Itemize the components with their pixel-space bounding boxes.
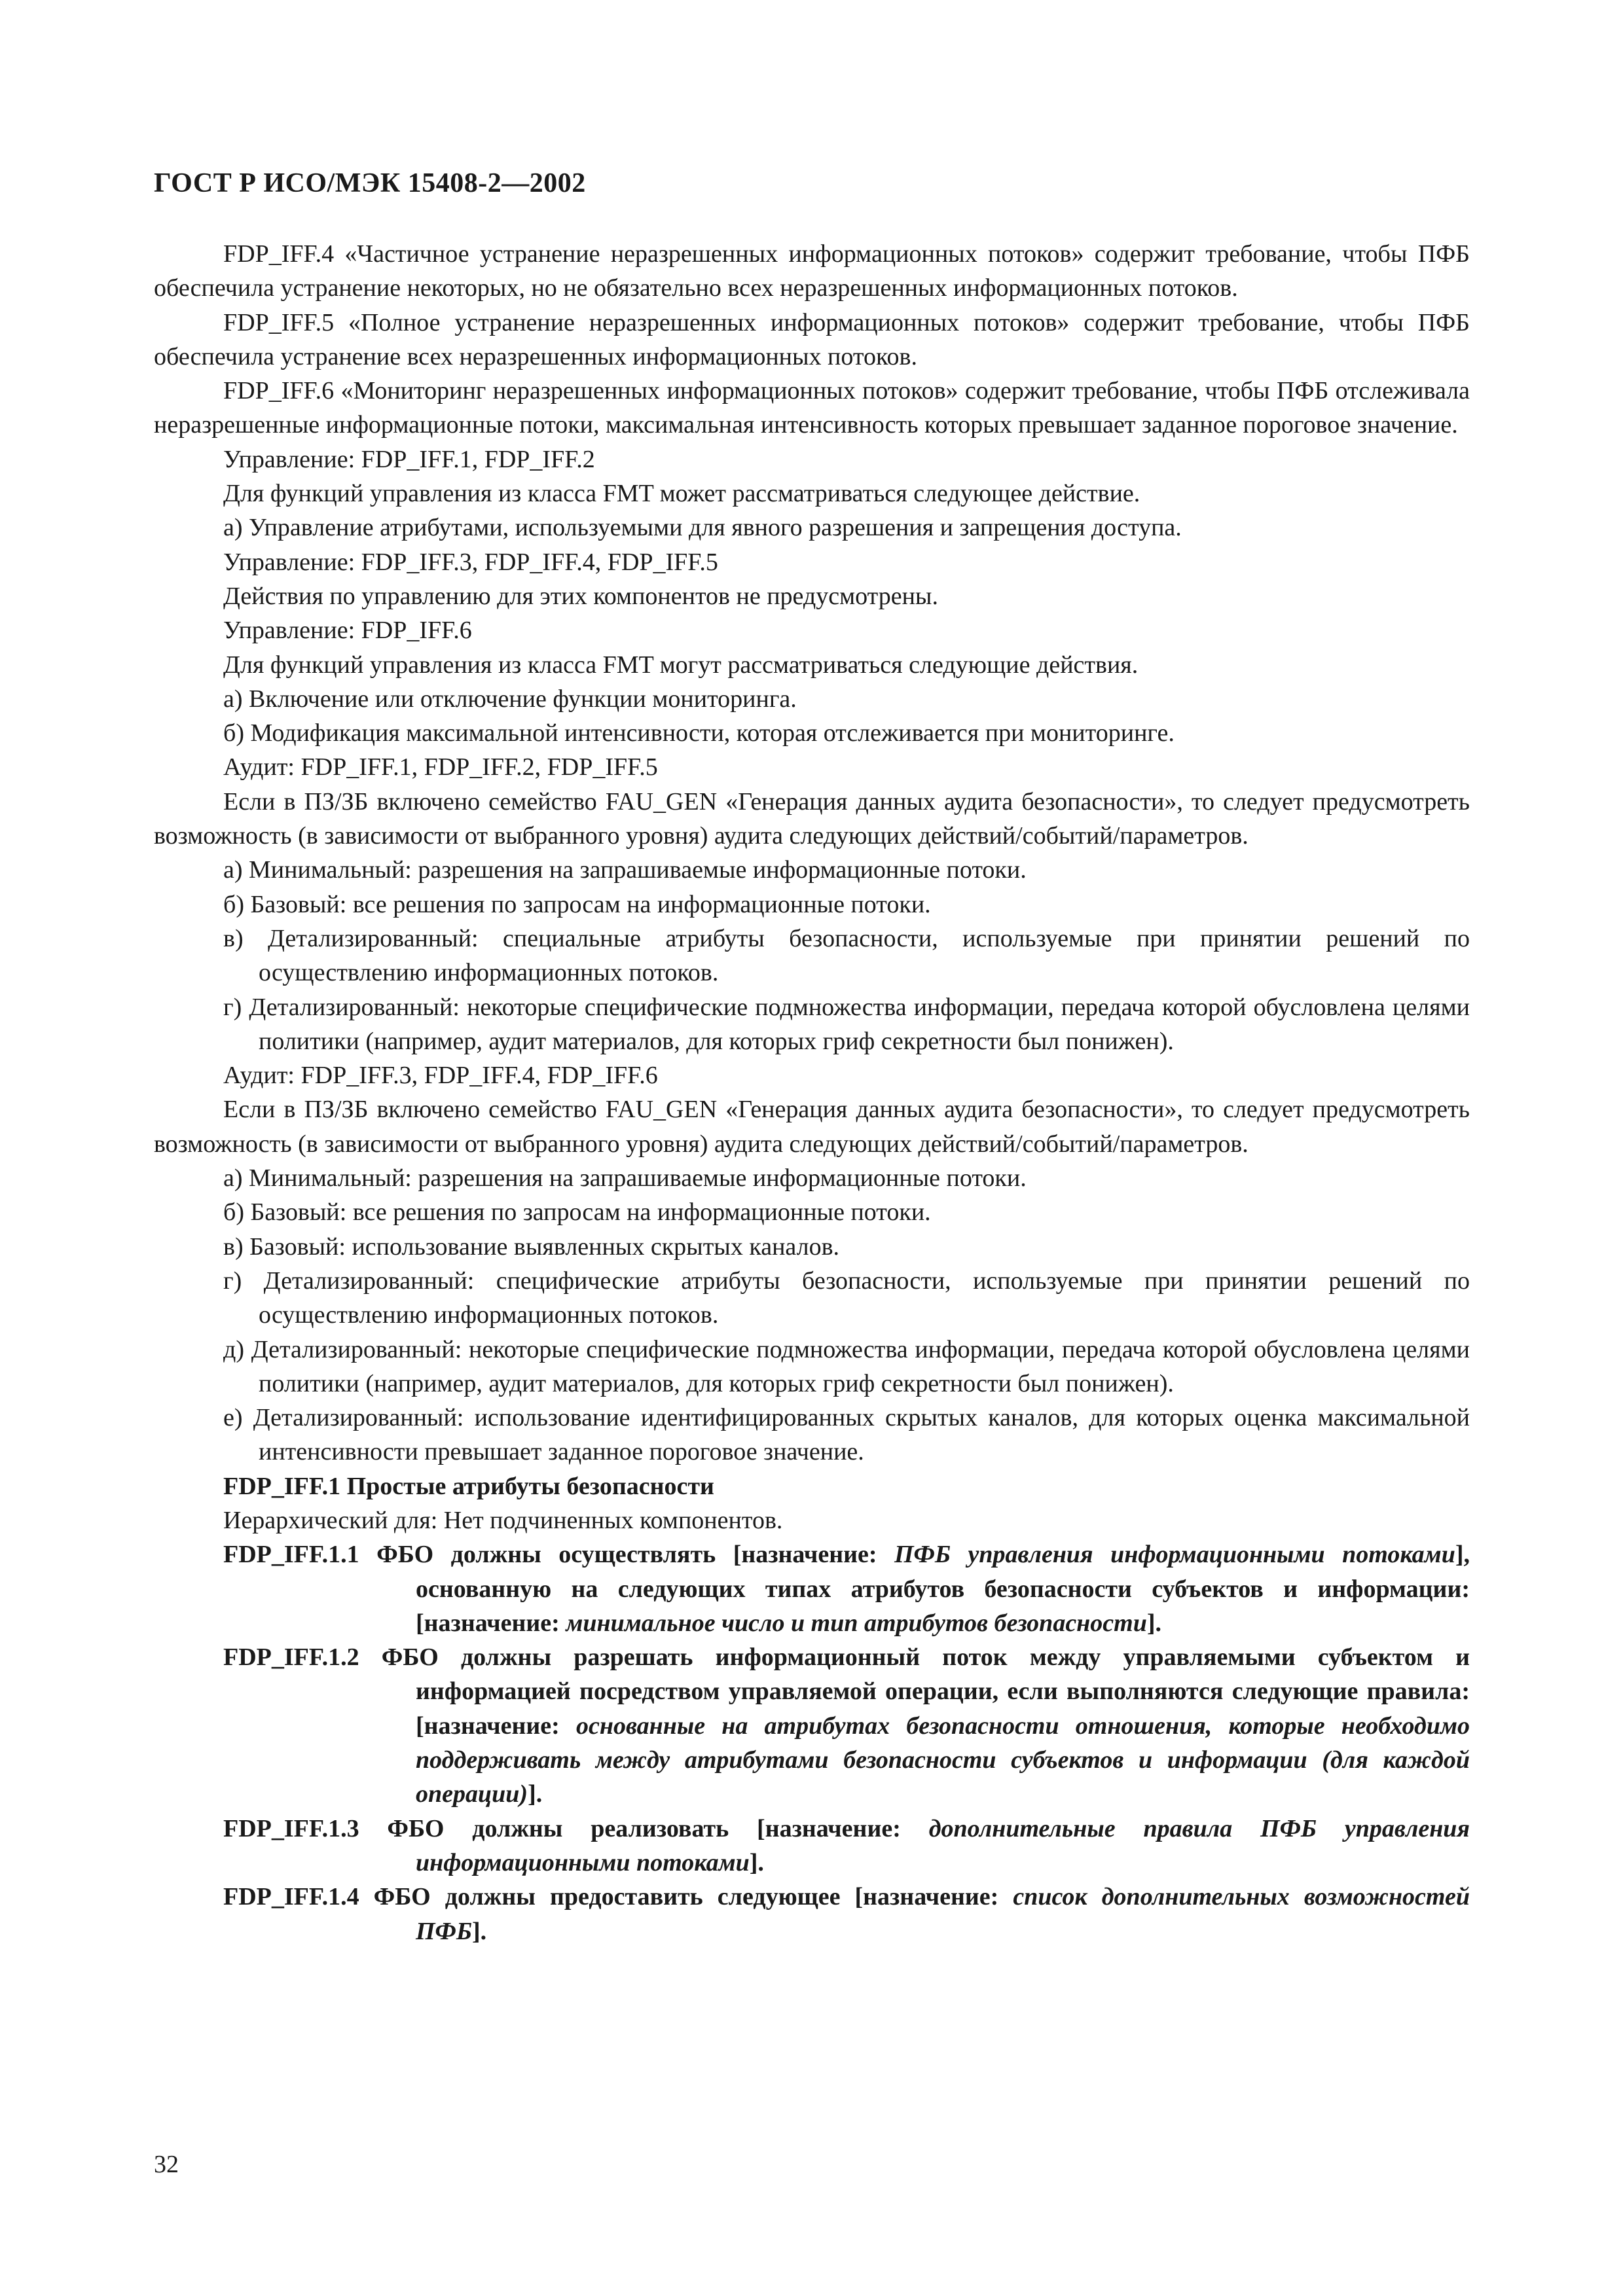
paragraph: FDP_IFF.6 «Мониторинг неразрешенных информационных потоков» содержит требование, чтобы ПФБ отслеживала неразрешенные информационные потоки, максимальная интенсивность которых превышает заданное пороговое значение.: [154, 377, 1470, 439]
element-id: FDP_IFF.1.2: [223, 1643, 359, 1672]
paragraph: Если в ПЗ/ЗБ включено семейство FAU_GEN «Генерация данных аудита безопасности», то следует предусмотреть возможность (в зависимости от выбранного уровня) аудита следующих действий/событий/параметров.: [154, 787, 1470, 850]
list-item: б) Базовый: все решения по запросам на информационные потоки.: [223, 890, 931, 918]
element-assignment: основанные на атрибутах безопасности отношения, которые необходимо поддерживать между атрибутами безопасности субъектов и информации (для каждой операции): [416, 1712, 1470, 1808]
list-item: в) Базовый: использование выявленных скрытых каналов.: [223, 1232, 840, 1261]
paragraph: Для функций управления из класса FMT могут рассматриваться следующие действия.: [223, 651, 1139, 679]
hierarchy-line: Иерархический для: Нет подчиненных компонентов.: [223, 1506, 783, 1534]
element-id: FDP_IFF.1.3: [223, 1814, 359, 1842]
paragraph: Для функций управления из класса FMT может рассматриваться следующее действие.: [223, 480, 1140, 508]
component-heading: FDP_IFF.1 Простые атрибуты безопасности: [223, 1472, 714, 1500]
paragraph: Если в ПЗ/ЗБ включено семейство FAU_GEN «Генерация данных аудита безопасности», то следует предусмотреть возможность (в зависимости от выбранного уровня) аудита следующих действий/событий/параметров.: [154, 1096, 1470, 1158]
element-fdp-iff-1-1: [154, 1537, 1470, 1640]
element-text: ].: [472, 1917, 487, 1945]
element-text: ФБО должны реализовать [назначение:: [359, 1814, 929, 1842]
management-heading: Управление: FDP_IFF.3, FDP_IFF.4, FDP_IFF.5: [223, 548, 718, 576]
element-assignment: минимальное число и тип атрибутов безопасности: [566, 1609, 1147, 1637]
list-item: б) Модификация максимальной интенсивности, которая отслеживается при мониторинге.: [223, 719, 1175, 747]
paragraph: FDP_IFF.4 «Частичное устранение неразрешенных информационных потоков» содержит требование, чтобы ПФБ обеспечила устранение некоторых, но не обязательно всех неразрешенных информационных потоков.: [154, 240, 1470, 302]
element-assignment: дополнительные правила ПФБ управления информационными потоками: [416, 1814, 1470, 1876]
list-item: а) Управление атрибутами, используемыми для явного разрешения и запрещения доступа.: [223, 514, 1182, 542]
element-id: FDP_IFF.1.1: [223, 1541, 359, 1569]
management-heading: Управление: FDP_IFF.1, FDP_IFF.2: [223, 445, 595, 473]
list-item: а) Включение или отключение функции мониторинга.: [223, 685, 797, 713]
list-item: д) Детализированный: некоторые специфические подмножества информации, передача которой обусловлена целями политики (например, аудит материалов, для которых гриф секретности был понижен).: [223, 1335, 1470, 1397]
element-text: ], основанную на следующих типах атрибутов безопасности субъектов и информации: [назначение:: [416, 1541, 1470, 1637]
list-item: е) Детализированный: использование идентифицированных скрытых каналов, для которых оценка максимальной интенсивности превышает заданное пороговое значение.: [223, 1404, 1470, 1466]
audit-heading: Аудит: FDP_IFF.1, FDP_IFF.2, FDP_IFF.5: [223, 753, 658, 781]
element-text: ФБО должны осуществлять [назначение:: [359, 1541, 894, 1569]
element-assignment: список дополнительных возможностей ПФБ: [416, 1883, 1470, 1945]
element-text: ФБО должны разрешать информационный поток между управляемыми субъектом и информацией посредством управляемой операции, если выполняются следующие правила: [назначение:: [359, 1643, 1470, 1740]
list-item: а) Минимальный: разрешения на запрашиваемые информационные потоки.: [223, 1164, 1027, 1193]
element-text: ].: [1146, 1609, 1161, 1637]
list-item: г) Детализированный: некоторые специфические подмножества информации, передача которой обусловлена целями политики (например, аудит материалов, для которых гриф секретности был понижен).: [223, 993, 1470, 1055]
list-item: б) Базовый: все решения по запросам на информационные потоки.: [223, 1198, 931, 1227]
paragraph: Действия по управлению для этих компонентов не предусмотрены.: [223, 582, 938, 610]
audit-heading: Аудит: FDP_IFF.3, FDP_IFF.4, FDP_IFF.6: [223, 1062, 658, 1090]
element-text: ].: [749, 1848, 764, 1876]
element-fdp-iff-1-2: [154, 1640, 1470, 1811]
management-heading: Управление: FDP_IFF.6: [223, 617, 472, 645]
page-header: ГОСТ Р ИСО/МЭК 15408-2—2002: [154, 168, 586, 198]
element-text: ].: [528, 1780, 543, 1808]
paragraph: FDP_IFF.5 «Полное устранение неразрешенных информационных потоков» содержит требование, чтобы ПФБ обеспечила устранение всех неразрешенных информационных потоков.: [154, 308, 1470, 370]
page-number: 32: [154, 2151, 179, 2178]
element-id: FDP_IFF.1.4: [223, 1883, 359, 1911]
element-assignment: ПФБ управления информационными потоками: [894, 1541, 1455, 1569]
element-text: ФБО должны предоставить следующее [назначение:: [359, 1883, 1013, 1911]
document-body: [154, 237, 1470, 1948]
element-fdp-iff-1-4: [154, 1880, 1470, 1948]
list-item: а) Минимальный: разрешения на запрашиваемые информационные потоки.: [223, 856, 1027, 884]
list-item: в) Детализированный: специальные атрибуты безопасности, используемые при принятии решений по осуществлению информационных потоков.: [223, 924, 1470, 987]
list-item: г) Детализированный: специфические атрибуты безопасности, используемые при принятии решений по осуществлению информационных потоков.: [223, 1266, 1470, 1329]
element-fdp-iff-1-3: [154, 1812, 1470, 1880]
